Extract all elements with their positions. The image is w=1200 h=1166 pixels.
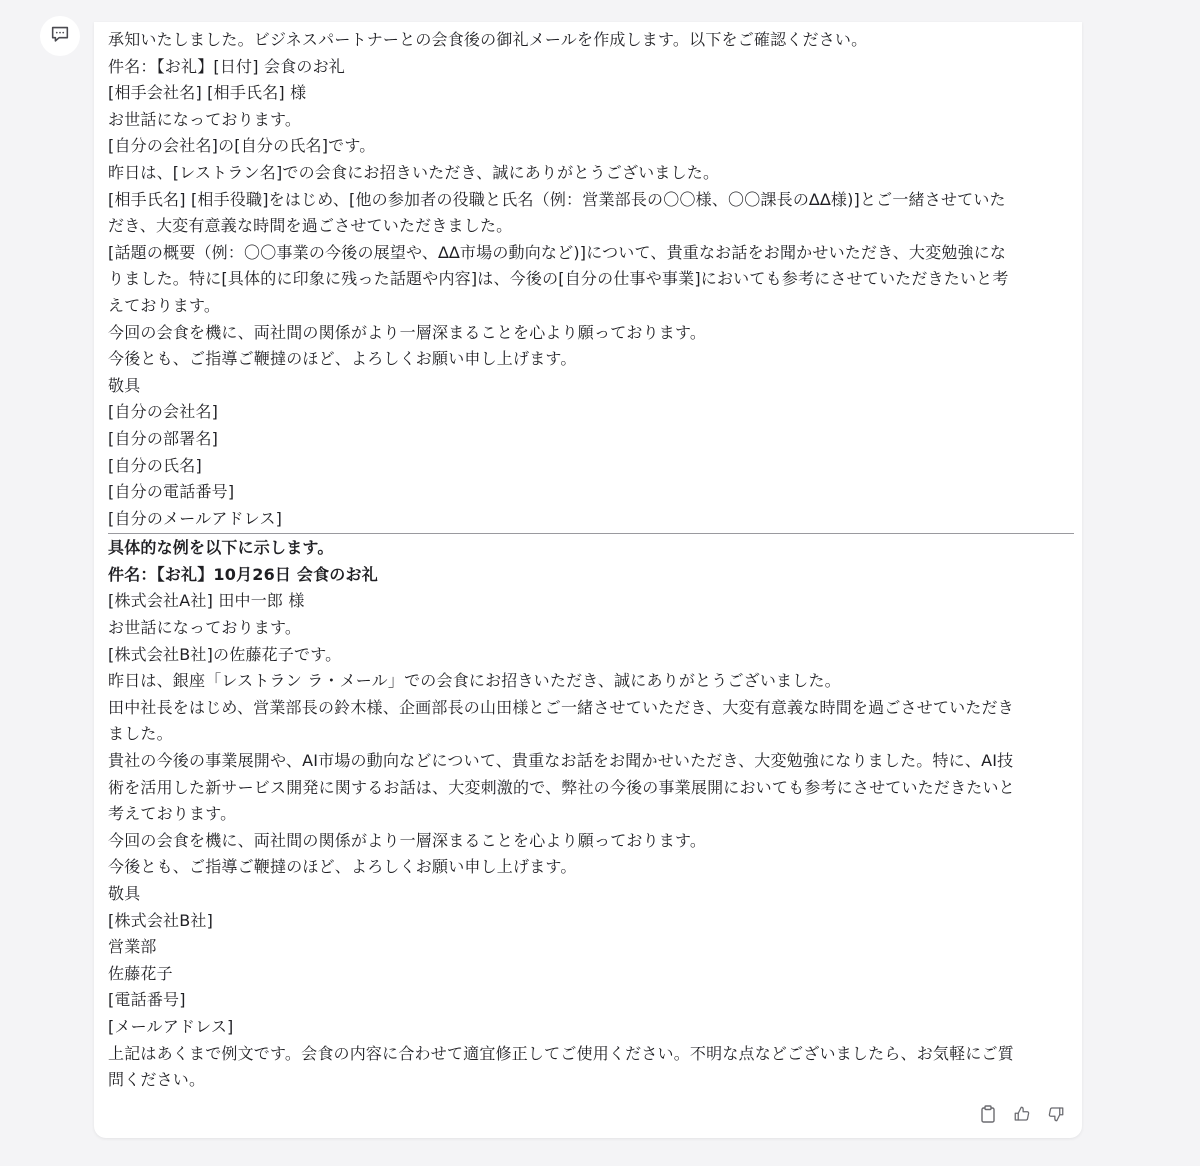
template-line: 件名：【お礼】[日付] 会食のお礼	[108, 56, 345, 76]
template-line: 敬具	[108, 375, 141, 395]
message-actions	[978, 1106, 1066, 1126]
template-line: [自分の氏名]	[108, 455, 202, 475]
template-line: 承知いたしました。ビジネスパートナーとの会食後の御礼メールを作成します。以下をご確認ください。	[108, 30, 868, 49]
template-line: 今後とも、ご指導ご鞭撻のほど、よろしくお願い申し上げます。	[108, 349, 577, 369]
example-line: 営業部	[108, 937, 157, 957]
copy-button[interactable]	[978, 1106, 998, 1126]
email-example	[108, 588, 1074, 1093]
example-line: [株式会社B社]の佐藤花子です。	[108, 644, 342, 664]
example-line: 問ください。	[108, 1070, 206, 1090]
example-line: [メールアドレス]	[108, 1016, 234, 1036]
template-line: 昨日は、[レストラン名]での会食にお招きいただき、誠にありがとうございました。	[108, 162, 720, 182]
template-line: [自分の部署名]	[108, 428, 219, 448]
thumbs-down-icon	[1047, 1105, 1065, 1127]
template-line: だき、大変有意義な時間を過ごさせていただきました。	[108, 216, 513, 236]
example-line: お世話になっております。	[108, 618, 302, 638]
example-line: 考えております。	[108, 804, 237, 824]
dislike-button[interactable]	[1046, 1106, 1066, 1126]
example-line: 敬具	[108, 884, 141, 903]
template-line: [相手氏名] [相手役職]をはじめ、[他の参加者の役職と氏名（例：営業部長の〇〇様、〇〇課長の∆∆様)]とご一緒させていた	[108, 189, 1006, 209]
template-line: 今回の会食を機に、両社間の関係がより一層深まることを心より願っております。	[108, 322, 707, 342]
example-line: [株式会社B社]	[108, 910, 214, 930]
example-line: 今回の会食を機に、両社間の関係がより一層深まることを心より願っております。	[108, 830, 707, 850]
template-line: えております。	[108, 295, 221, 315]
example-line: 佐藤花子	[108, 963, 173, 983]
section-divider	[108, 533, 1074, 534]
template-line: [自分の会社名]の[自分の氏名]です。	[108, 136, 376, 156]
thumbs-up-icon	[1013, 1105, 1031, 1127]
assistant-avatar	[40, 16, 80, 56]
email-template	[108, 27, 1074, 532]
example-intro: 具体的な例を以下に示します。	[108, 538, 334, 558]
template-line: [話題の概要（例：〇〇事業の今後の展望や、∆∆市場の動向など)]について、貴重なお話をお聞かせいただき、大変勉強にな	[108, 242, 1007, 262]
example-line: ました。	[108, 724, 173, 744]
template-line: [相手会社名] [相手氏名] 様	[108, 83, 307, 103]
example-subject: 件名：【お礼】10月26日 会食のお礼	[108, 564, 378, 584]
example-line: 上記はあくまで例文です。会食の内容に合わせて適宜修正してご使用ください。不明な点などございましたら、お気軽にご質	[108, 1043, 1014, 1063]
like-button[interactable]	[1012, 1106, 1032, 1126]
assistant-message-card	[94, 22, 1082, 1138]
example-line: [株式会社A社] 田中一郎 様	[108, 591, 305, 611]
template-line: [自分の会社名]	[108, 402, 219, 422]
template-line: [自分のメールアドレス]	[108, 508, 283, 528]
example-line: 貴社の今後の事業展開や、AI市場の動向などについて、貴重なお話をお聞かせいただき、大変勉強になりました。特に、AI技	[108, 751, 1014, 771]
example-line: 昨日は、銀座「レストラン ラ・メール」での会食にお招きいただき、誠にありがとうございました。	[108, 671, 841, 691]
message-body	[108, 27, 1074, 1094]
template-line: りました。特に[具体的に印象に残った話題や内容]は、今後の[自分の仕事や事業]においても参考にさせていただきたいと考	[108, 269, 1009, 289]
clipboard-icon	[980, 1105, 996, 1127]
chat-bubble-icon	[49, 23, 71, 49]
template-line: [自分の電話番号]	[108, 482, 235, 502]
example-line: [電話番号]	[108, 990, 186, 1010]
example-line: 術を活用した新サービス開発に関するお話は、大変刺激的で、弊社の今後の事業展開においても参考にさせていただきたいと	[108, 777, 1015, 797]
template-line: お世話になっております。	[108, 109, 302, 129]
example-line: 田中社長をはじめ、営業部長の鈴木様、企画部長の山田様とご一緒させていただき、大変有意義な時間を過ごさせていただき	[108, 697, 1014, 717]
example-line: 今後とも、ご指導ご鞭撻のほど、よろしくお願い申し上げます。	[108, 857, 577, 877]
